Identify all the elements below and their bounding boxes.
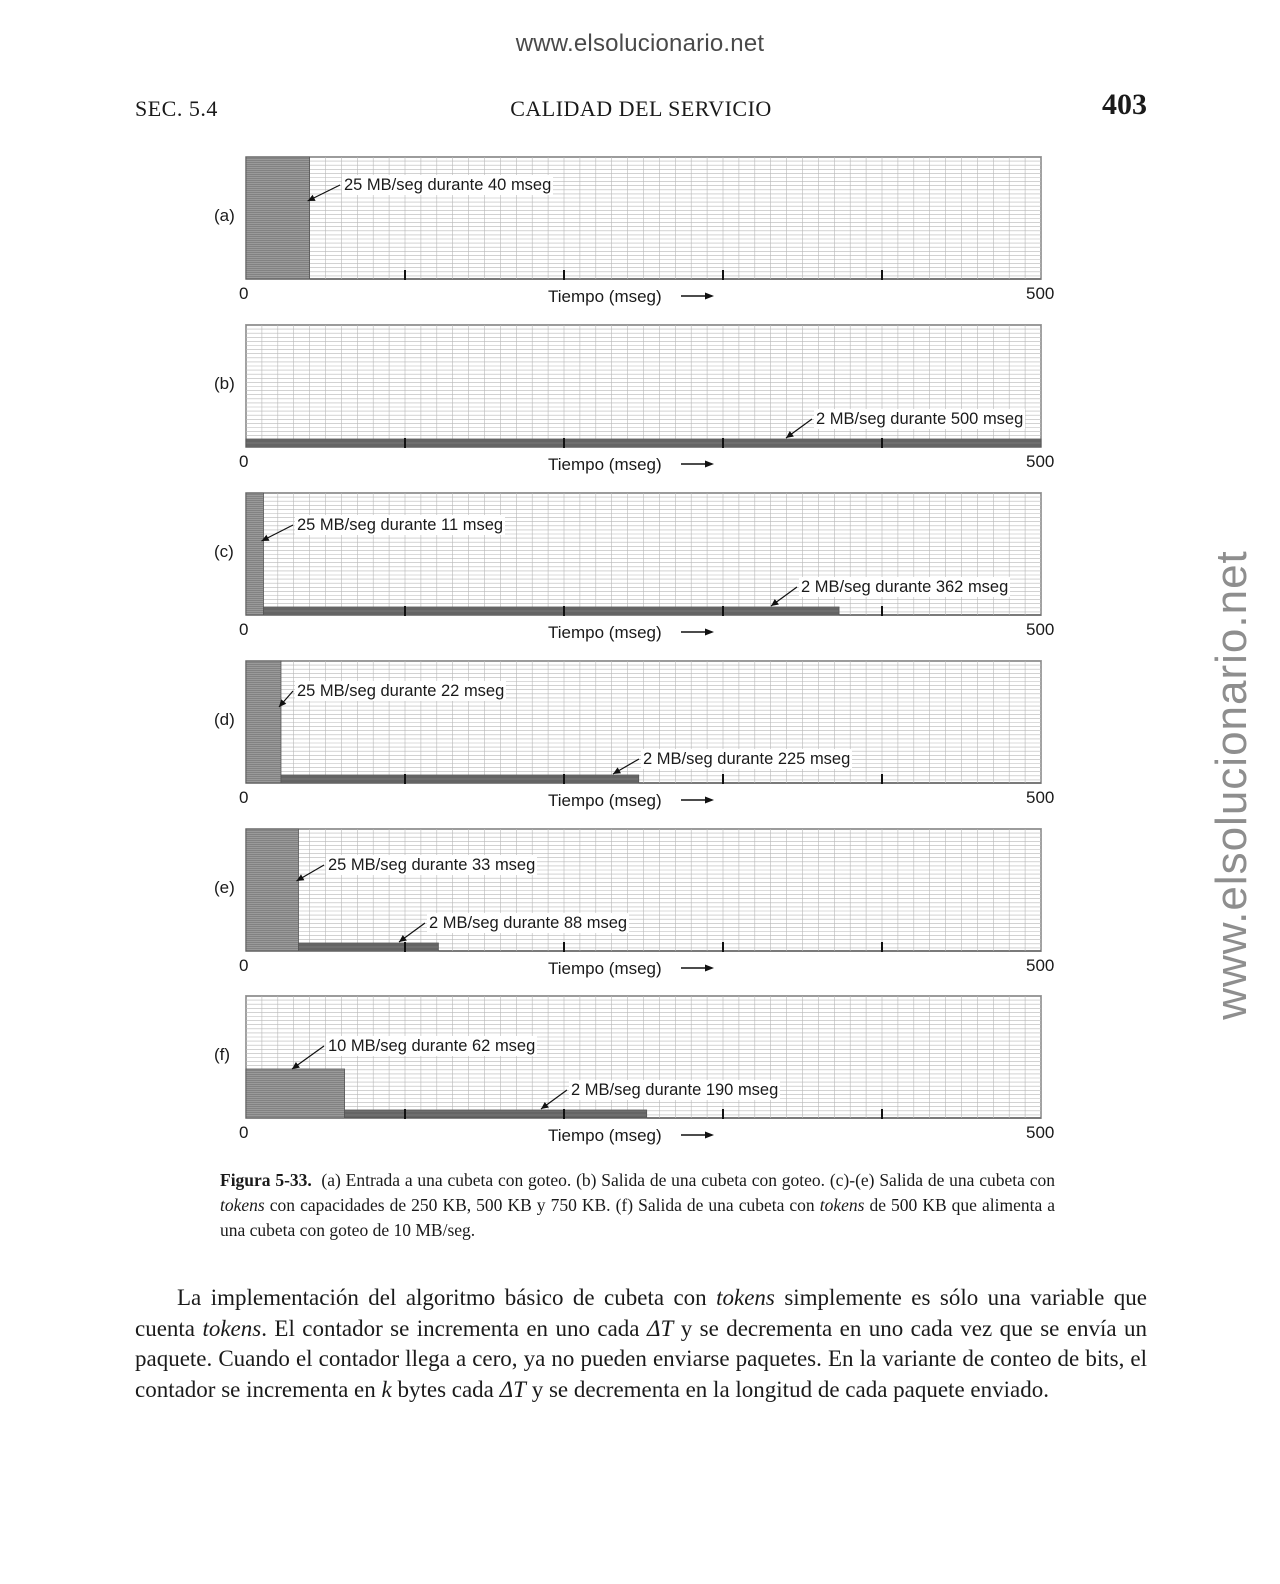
body-s6: y se decrementa en la longitud de cada paquete enviado.: [531, 1376, 1049, 1402]
bar-e-2: [298, 943, 438, 951]
body-s5: bytes cada: [397, 1376, 494, 1402]
caption-em-2: tokens: [819, 1195, 865, 1215]
annotation-d-2: 2 MB/seg durante 225 mseg: [643, 750, 851, 768]
body-em3: k: [381, 1376, 392, 1402]
annotation-f-1: 10 MB/seg durante 62 mseg: [328, 1037, 536, 1055]
figure-caption: [220, 1168, 1055, 1243]
x-axis-arrowhead-c: [705, 629, 714, 636]
caption-em-1: tokens: [220, 1195, 265, 1215]
tick-label-500-d: 500: [1026, 788, 1055, 807]
body-s2: simplemente es sólo una variable que cuenta: [135, 1285, 1148, 1341]
panel-label-d: (d): [214, 710, 235, 729]
tick-label-0-c: 0: [239, 620, 249, 639]
x-axis-label-e: Tiempo (mseg): [548, 959, 662, 978]
panel-label-e: (e): [214, 878, 235, 897]
annotation-a-1: 25 MB/seg durante 40 mseg: [344, 176, 552, 194]
annotation-b-1: 2 MB/seg durante 500 mseg: [816, 410, 1024, 428]
x-axis-label-d: Tiempo (mseg): [548, 791, 662, 810]
tick-label-500-e: 500: [1026, 956, 1055, 975]
bar-d-2: [281, 775, 639, 783]
body-paragraph: [135, 1283, 1147, 1405]
page-number: 403: [1102, 88, 1147, 121]
x-axis-arrowhead-a: [705, 293, 714, 300]
panel-label-a: (a): [214, 206, 235, 225]
x-axis-arrowhead-e: [705, 965, 714, 972]
body-s1: La implementación del algoritmo básico de cubeta con: [177, 1285, 707, 1310]
caption-text-3: de 500 KB que alimenta a una cubeta con goteo de 10 MB/seg.: [220, 1195, 1056, 1240]
x-axis-label-f: Tiempo (mseg): [548, 1126, 662, 1145]
tick-label-500-c: 500: [1026, 620, 1055, 639]
body-delta1: ΔT: [646, 1315, 674, 1341]
watermark-side: www.elsolucionario.net: [1207, 550, 1256, 1020]
tick-label-0-d: 0: [239, 788, 249, 807]
tick-label-0-f: 0: [239, 1123, 249, 1142]
body-em2: tokens: [202, 1315, 262, 1341]
bar-a-1: [246, 157, 310, 279]
x-axis-arrowhead-d: [705, 797, 714, 804]
watermark-top: www.elsolucionario.net: [515, 30, 765, 57]
caption-text-2: con capacidades de 250 KB, 500 KB y 750 KB. (f) Salida de una cubeta con: [269, 1195, 815, 1215]
tick-label-0-b: 0: [239, 452, 249, 471]
annotation-c-2: 2 MB/seg durante 362 mseg: [801, 578, 1009, 596]
bar-f-2: [345, 1110, 647, 1118]
bar-b-1: [246, 439, 1041, 447]
bar-e-1: [246, 829, 298, 951]
annotation-c-1: 25 MB/seg durante 11 mseg: [297, 516, 504, 534]
x-axis-label-b: Tiempo (mseg): [548, 455, 662, 474]
panel-label-c: (c): [214, 542, 234, 561]
body-delta2: ΔT: [499, 1376, 526, 1402]
bar-c-2: [263, 607, 839, 615]
body-s4: y se decrementa en uno cada vez que se envía un paquete. Cuando el contador llega a cero, ya no pueden enviarse paquetes. En la variante de conteo de bits, el contador se incrementa en: [135, 1315, 1148, 1402]
annotation-e-1: 25 MB/seg durante 33 mseg: [328, 856, 536, 874]
caption-text-1: (a) Entrada a una cubeta con goteo. (b) Salida de una cubeta con goteo. (c)-(e) Salida de una cubeta con: [321, 1170, 1055, 1190]
tick-label-0-e: 0: [239, 956, 249, 975]
tick-label-0-a: 0: [239, 284, 249, 303]
running-title: CALIDAD DEL SERVICIO: [510, 96, 772, 121]
section-number: SEC. 5.4: [135, 96, 218, 121]
body-em1: tokens: [716, 1285, 775, 1310]
caption-label: Figura 5-33.: [220, 1170, 312, 1190]
annotation-e-2: 2 MB/seg durante 88 mseg: [429, 914, 628, 932]
panel-label-f: (f): [214, 1045, 231, 1064]
annotation-d-1: 25 MB/seg durante 22 mseg: [297, 682, 505, 700]
annotation-f-2: 2 MB/seg durante 190 mseg: [571, 1081, 779, 1099]
bar-d-1: [246, 661, 281, 783]
tick-label-500-f: 500: [1026, 1123, 1055, 1142]
tick-label-500-b: 500: [1026, 452, 1055, 471]
bar-f-1: [246, 1069, 345, 1118]
bar-c-1: [246, 493, 263, 615]
x-axis-label-a: Tiempo (mseg): [548, 287, 662, 306]
panel-label-b: (b): [214, 374, 235, 393]
x-axis-arrowhead-b: [705, 461, 714, 468]
tick-label-500-a: 500: [1026, 284, 1055, 303]
x-axis-label-c: Tiempo (mseg): [548, 623, 662, 642]
body-s3: . El contador se incrementa en uno cada: [261, 1315, 640, 1341]
x-axis-arrowhead-f: [705, 1132, 714, 1139]
